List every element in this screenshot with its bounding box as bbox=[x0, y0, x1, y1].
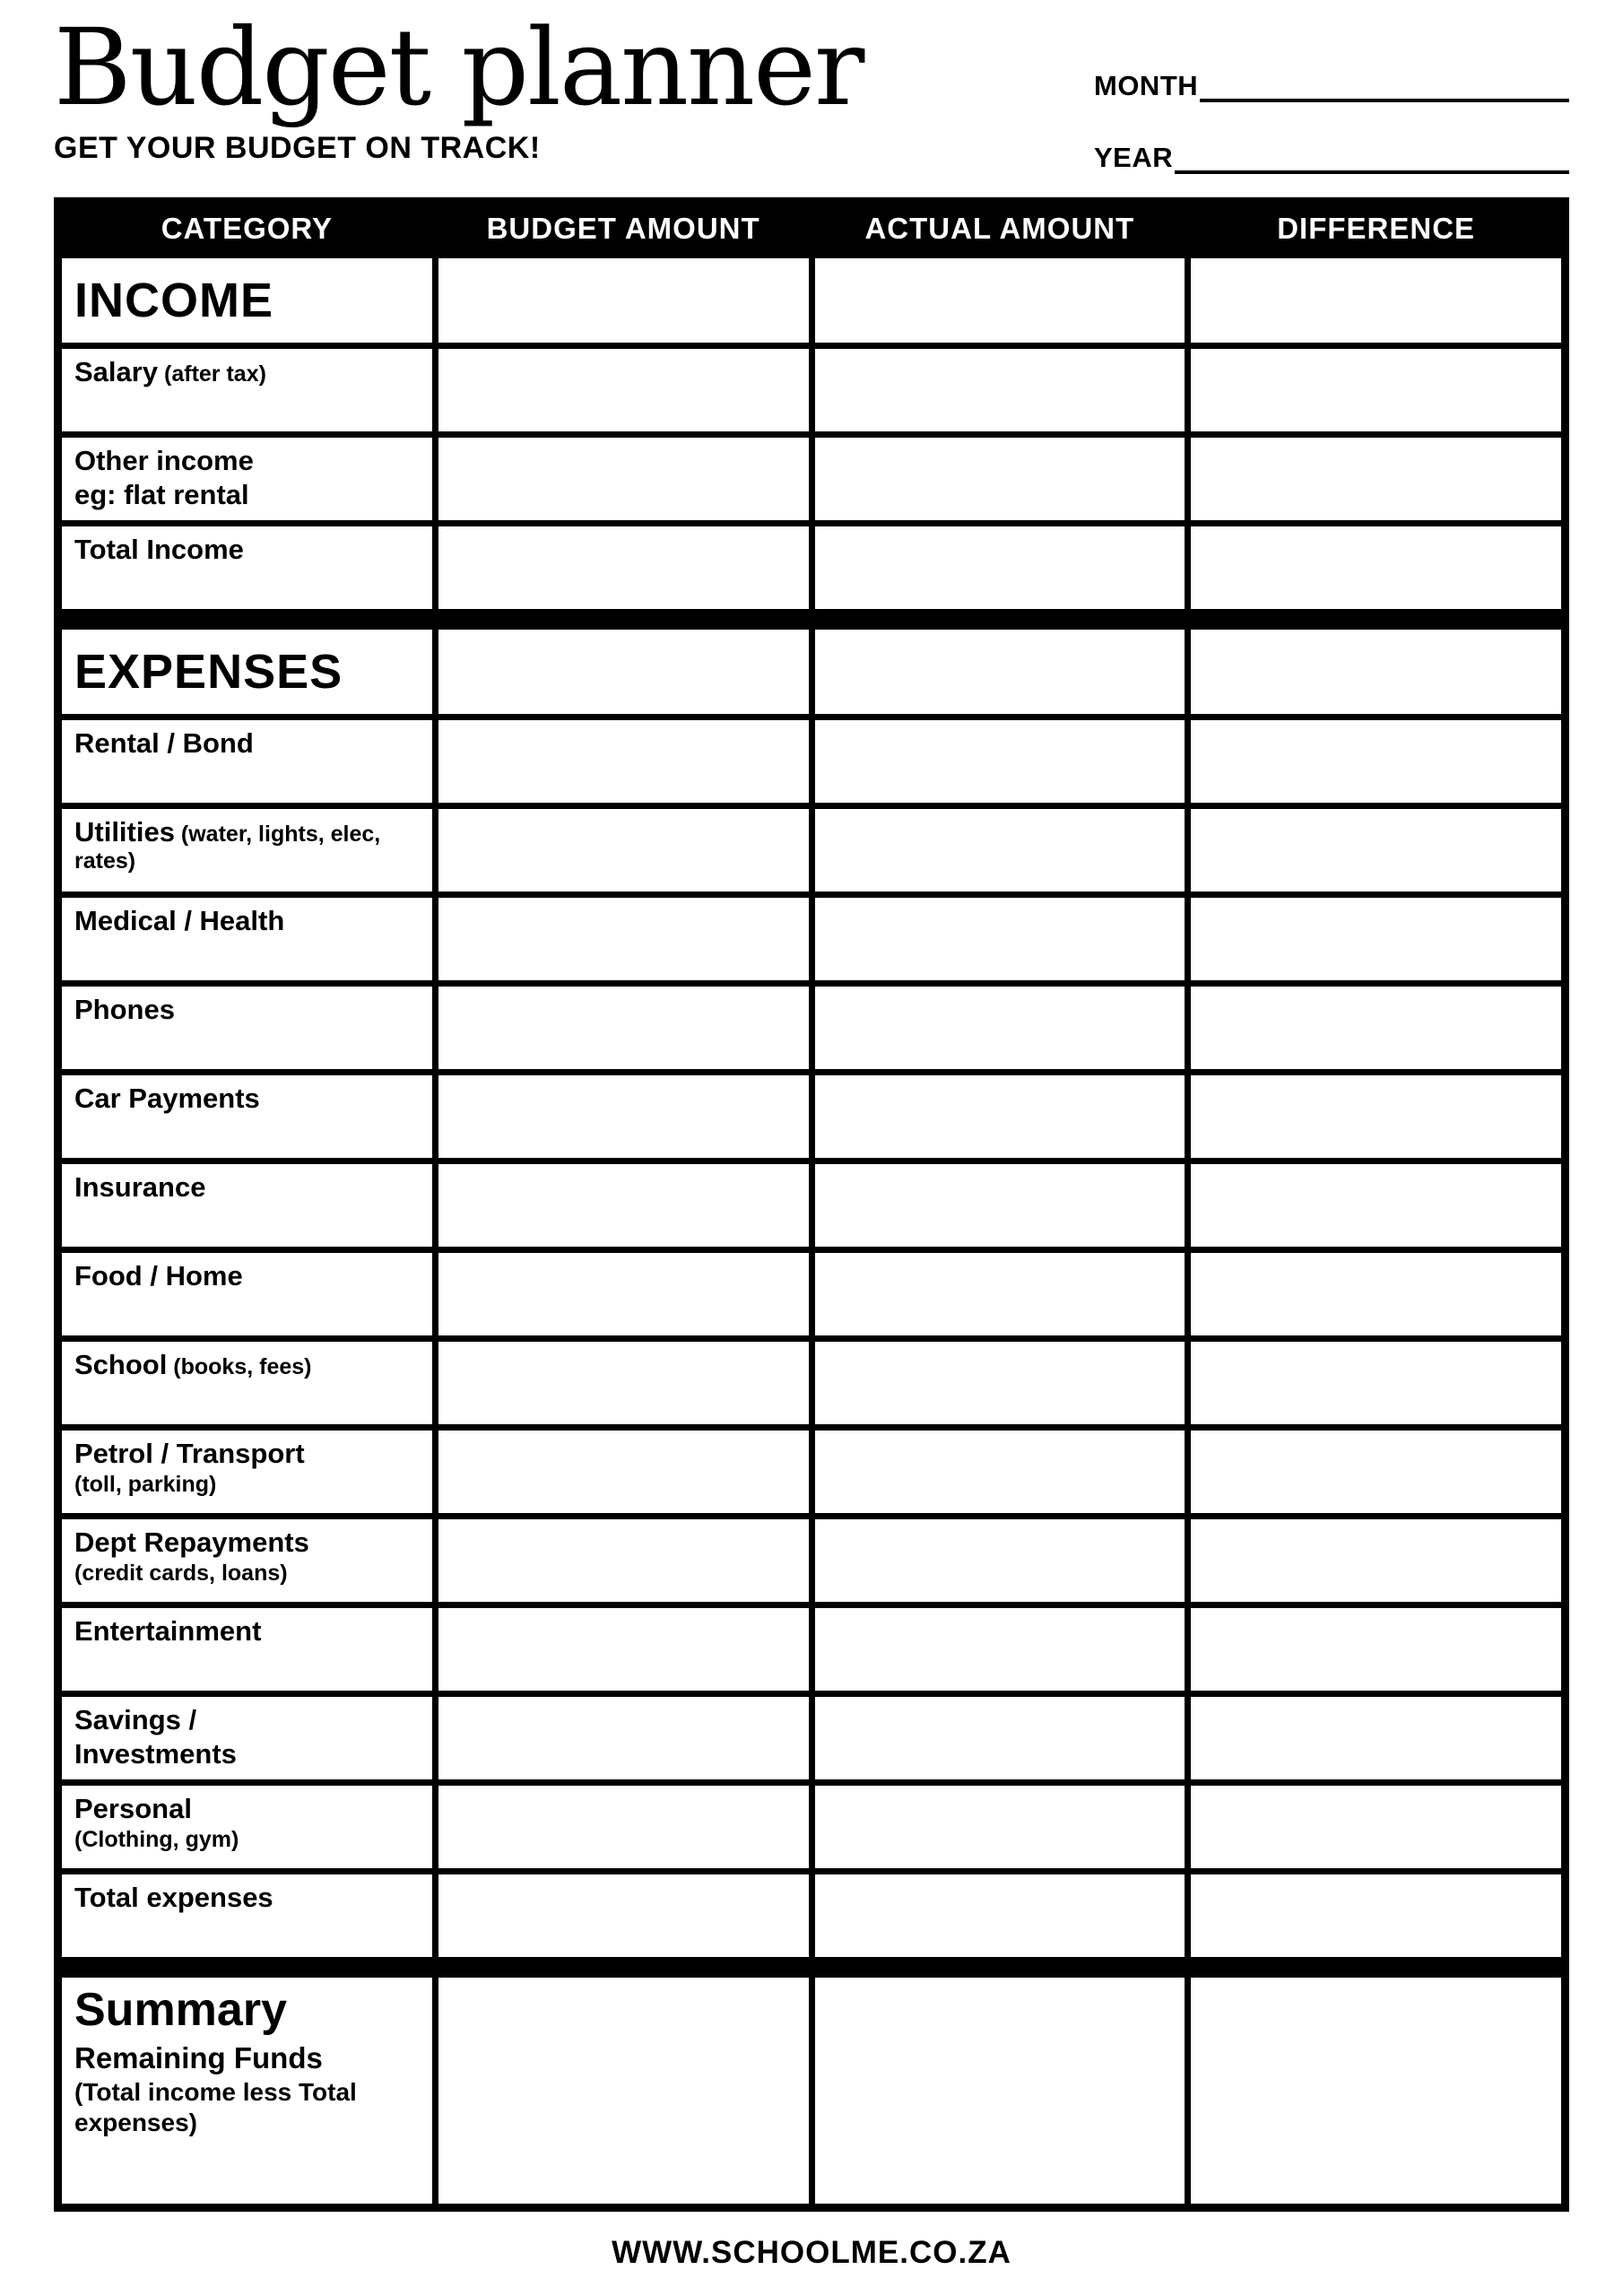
column-header-difference: DIFFERENCE bbox=[1191, 205, 1561, 252]
column-header-actual-amount: ACTUAL AMOUNT bbox=[815, 205, 1185, 252]
header-fields bbox=[1094, 13, 1569, 174]
row-title: Food / Home bbox=[74, 1260, 243, 1292]
row-title: Insurance bbox=[74, 1171, 206, 1203]
difference-cell bbox=[1191, 809, 1561, 891]
row-note: (after tax) bbox=[158, 361, 266, 387]
page-subtitle: GET YOUR BUDGET ON TRACK! bbox=[54, 130, 541, 165]
actual-amount-cell bbox=[815, 1431, 1185, 1513]
row-title: Summary bbox=[74, 1984, 287, 2036]
row-label bbox=[62, 1164, 432, 1247]
page-title: Budget planner bbox=[54, 5, 864, 129]
budget-amount-cell bbox=[438, 1431, 809, 1513]
actual-amount-cell bbox=[815, 720, 1185, 803]
year-field bbox=[1094, 142, 1569, 174]
actual-amount-cell bbox=[815, 526, 1185, 609]
row-note: eg: flat rental bbox=[74, 478, 249, 510]
actual-amount-cell bbox=[815, 630, 1185, 714]
table-row bbox=[62, 987, 1561, 1069]
row-title: Personal bbox=[74, 1793, 192, 1824]
table-row bbox=[62, 720, 1561, 803]
table-row bbox=[62, 1519, 1561, 1602]
table-row bbox=[62, 809, 1561, 891]
budget-amount-cell bbox=[438, 526, 809, 609]
table-row bbox=[62, 526, 1561, 609]
table-row bbox=[62, 1608, 1561, 1691]
actual-amount-cell bbox=[815, 1608, 1185, 1691]
actual-amount-cell bbox=[815, 1519, 1185, 1602]
page-header bbox=[0, 0, 1623, 174]
table-row bbox=[62, 1978, 1561, 2204]
table-row bbox=[62, 1075, 1561, 1158]
row-title: Utilities bbox=[74, 816, 175, 848]
difference-cell bbox=[1191, 987, 1561, 1069]
difference-cell bbox=[1191, 1253, 1561, 1335]
row-label bbox=[62, 809, 432, 891]
budget-amount-cell bbox=[438, 630, 809, 714]
table-row bbox=[62, 1697, 1561, 1779]
row-note: (books, fees) bbox=[167, 1354, 312, 1379]
month-blank-line bbox=[1200, 75, 1569, 102]
budget-amount-cell bbox=[438, 1608, 809, 1691]
table-row bbox=[62, 1342, 1561, 1424]
budget-amount-cell bbox=[438, 258, 809, 343]
row-title: Total Income bbox=[74, 534, 244, 565]
row-note: Remaining Funds bbox=[74, 2041, 323, 2075]
budget-amount-cell bbox=[438, 1164, 809, 1247]
actual-amount-cell bbox=[815, 809, 1185, 891]
row-title: Entertainment bbox=[74, 1615, 262, 1647]
row-label bbox=[62, 349, 432, 431]
row-title: Rental / Bond bbox=[74, 727, 254, 759]
row-title: Salary bbox=[74, 356, 159, 387]
row-title: Medical / Health bbox=[74, 905, 285, 936]
row-label bbox=[62, 1697, 432, 1779]
difference-cell bbox=[1191, 720, 1561, 803]
budget-amount-cell bbox=[438, 898, 809, 980]
section-gap bbox=[62, 615, 1561, 623]
row-label bbox=[62, 258, 432, 343]
actual-amount-cell bbox=[815, 1874, 1185, 1957]
actual-amount-cell bbox=[815, 1978, 1185, 2204]
row-label bbox=[62, 720, 432, 803]
row-note: (toll, parking) bbox=[74, 1471, 217, 1497]
budget-amount-cell bbox=[438, 1786, 809, 1868]
row-note: (Clothing, gym) bbox=[74, 1826, 239, 1852]
column-header-budget-amount: BUDGET AMOUNT bbox=[438, 205, 809, 252]
difference-cell bbox=[1191, 526, 1561, 609]
actual-amount-cell bbox=[815, 1075, 1185, 1158]
table-row bbox=[62, 630, 1561, 714]
row-label bbox=[62, 898, 432, 980]
row-note: Investments bbox=[74, 1737, 237, 1770]
difference-cell bbox=[1191, 1978, 1561, 2204]
row-title: Other income bbox=[74, 445, 254, 476]
actual-amount-cell bbox=[815, 1253, 1185, 1335]
row-note: (credit cards, loans) bbox=[74, 1560, 288, 1586]
table-row bbox=[62, 898, 1561, 980]
budget-amount-cell bbox=[438, 1874, 809, 1957]
row-label bbox=[62, 1874, 432, 1957]
actual-amount-cell bbox=[815, 1697, 1185, 1779]
budget-amount-cell bbox=[438, 1978, 809, 2204]
row-label bbox=[62, 1608, 432, 1691]
table-row bbox=[62, 258, 1561, 343]
table-row bbox=[62, 1786, 1561, 1868]
row-label bbox=[62, 438, 432, 520]
actual-amount-cell bbox=[815, 1342, 1185, 1424]
table-header-row bbox=[62, 205, 1561, 252]
difference-cell bbox=[1191, 1342, 1561, 1424]
month-label: MONTH bbox=[1094, 70, 1199, 101]
row-title: Total expenses bbox=[74, 1882, 273, 1913]
row-title: Car Payments bbox=[74, 1083, 260, 1114]
row-title: Savings / bbox=[74, 1704, 197, 1735]
actual-amount-cell bbox=[815, 898, 1185, 980]
actual-amount-cell bbox=[815, 438, 1185, 520]
table-row bbox=[62, 438, 1561, 520]
table-row bbox=[62, 1874, 1561, 1957]
row-label bbox=[62, 1075, 432, 1158]
header-titles bbox=[54, 5, 1094, 166]
actual-amount-cell bbox=[815, 1786, 1185, 1868]
actual-amount-cell bbox=[815, 258, 1185, 343]
row-title: Petrol / Transport bbox=[74, 1438, 305, 1469]
table-row bbox=[62, 349, 1561, 431]
month-field bbox=[1094, 70, 1569, 102]
budget-amount-cell bbox=[438, 1342, 809, 1424]
section-gap bbox=[62, 1963, 1561, 1971]
difference-cell bbox=[1191, 1697, 1561, 1779]
actual-amount-cell bbox=[815, 987, 1185, 1069]
row-title: Phones bbox=[74, 994, 175, 1025]
budget-amount-cell bbox=[438, 809, 809, 891]
budget-amount-cell bbox=[438, 1075, 809, 1158]
row-label bbox=[62, 1786, 432, 1868]
actual-amount-cell bbox=[815, 349, 1185, 431]
year-label: YEAR bbox=[1094, 142, 1174, 173]
row-label bbox=[62, 1253, 432, 1335]
row-label bbox=[62, 1431, 432, 1513]
difference-cell bbox=[1191, 349, 1561, 431]
row-label bbox=[62, 1519, 432, 1602]
difference-cell bbox=[1191, 258, 1561, 343]
difference-cell bbox=[1191, 630, 1561, 714]
row-title: INCOME bbox=[74, 274, 273, 327]
budget-amount-cell bbox=[438, 349, 809, 431]
row-note-secondary: (Total income less Total expenses) bbox=[74, 2078, 357, 2136]
difference-cell bbox=[1191, 1075, 1561, 1158]
difference-cell bbox=[1191, 1164, 1561, 1247]
table-row bbox=[62, 1431, 1561, 1513]
row-label bbox=[62, 1978, 432, 2204]
difference-cell bbox=[1191, 1786, 1561, 1868]
difference-cell bbox=[1191, 1431, 1561, 1513]
budget-amount-cell bbox=[438, 720, 809, 803]
budget-amount-cell bbox=[438, 987, 809, 1069]
table-row bbox=[62, 1253, 1561, 1335]
row-note: (water, lights, elec, rates) bbox=[74, 822, 381, 874]
row-title: EXPENSES bbox=[74, 645, 343, 699]
difference-cell bbox=[1191, 1874, 1561, 1957]
budget-amount-cell bbox=[438, 438, 809, 520]
budget-amount-cell bbox=[438, 1519, 809, 1602]
row-label bbox=[62, 1342, 432, 1424]
table-row bbox=[62, 1164, 1561, 1247]
actual-amount-cell bbox=[815, 1164, 1185, 1247]
difference-cell bbox=[1191, 1519, 1561, 1602]
year-blank-line bbox=[1175, 147, 1569, 174]
budget-amount-cell bbox=[438, 1253, 809, 1335]
row-label bbox=[62, 630, 432, 714]
row-label bbox=[62, 526, 432, 609]
row-title: School bbox=[74, 1349, 168, 1380]
website-url: WWW.SCHOOLME.CO.ZA bbox=[612, 2235, 1011, 2270]
budget-amount-cell bbox=[438, 1697, 809, 1779]
column-header-category: CATEGORY bbox=[62, 205, 432, 252]
difference-cell bbox=[1191, 898, 1561, 980]
budget-table bbox=[54, 197, 1569, 2212]
difference-cell bbox=[1191, 1608, 1561, 1691]
row-label bbox=[62, 987, 432, 1069]
difference-cell bbox=[1191, 438, 1561, 520]
row-title: Dept Repayments bbox=[74, 1526, 309, 1558]
